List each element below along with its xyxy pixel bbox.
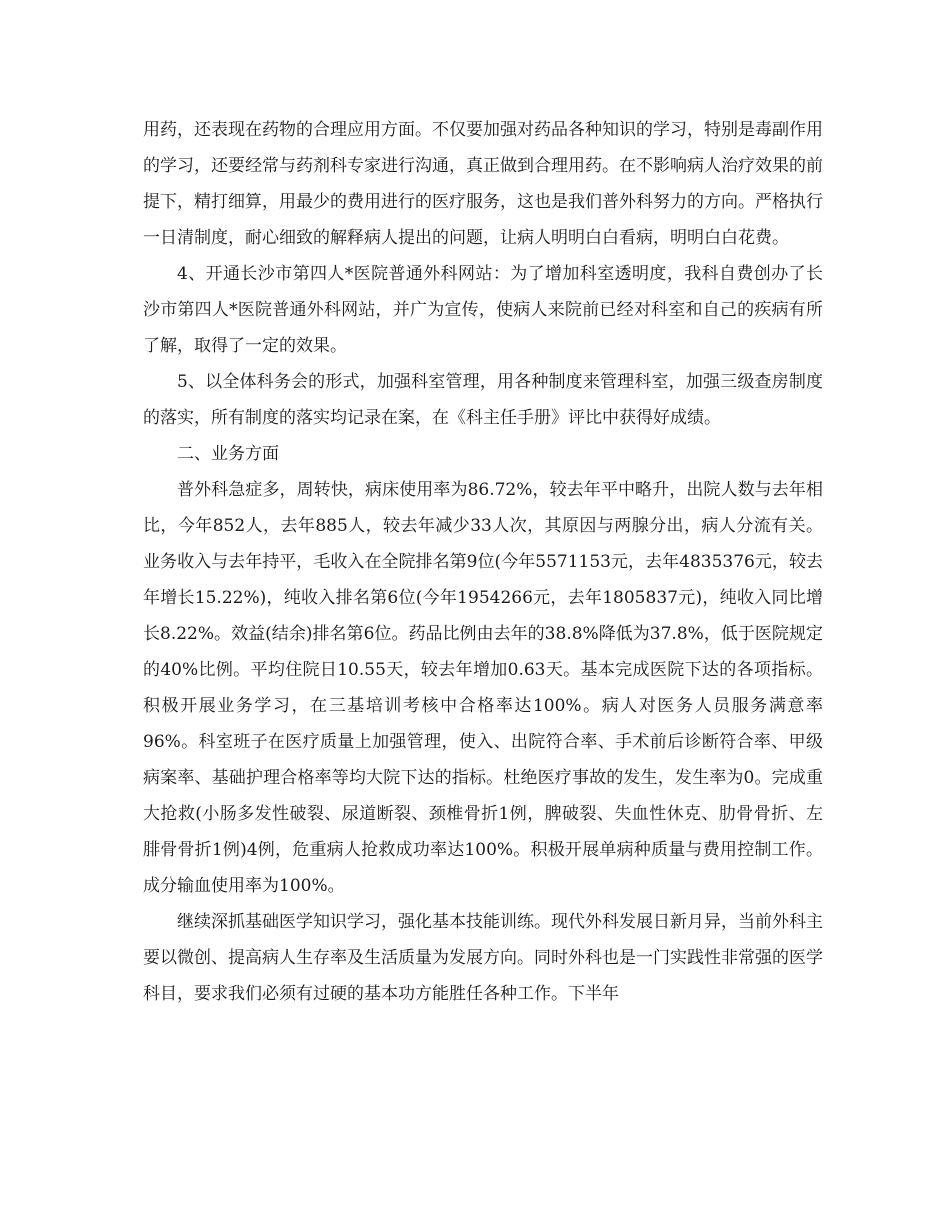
paragraph-business-statistics: 普外科急症多，周转快，病床使用率为86.72%，较去年平中略升，出院人数与去年相比，今年852人，去年885人，较去年减少33人次，其原因与两腺分出，病人分流有关。业务收入与去年持平，毛收入在全院排名第9位(今年5571153元，去年4835376元，较去年增长15.22%)，纯收入排名第6位(今年1954266元，去年1805837元)，纯收入同比增长8.22%。效益(结余)排名第6位。药品比例由去年的38.8%降低为37.8%，低于医院规定的40%比例。平均住院日10.55天，较去年增加0.63天。基本完成医院下达的各项指标。积极开展业务学习，在三基培训考核中合格率达100%。病人对医务人员服务满意率96%。科室班子在医疗质量上加强管理，使入、出院符合率、手术前后诊断符合率、甲级病案率、基础护理合格率等均大院下达的指标。杜绝医疗事故的发生，发生率为0。完成重大抢救(小肠多发性破裂、尿道断裂、颈椎骨折1例，脾破裂、失血性休克、肋骨骨折、左腓骨骨折1例)4例，危重病人抢救成功率达100%。积极开展单病种质量与费用控制工作。成分输血使用率为100%。	[143, 480, 823, 896]
paragraph-basic-training: 继续深抓基础医学知识学习，强化基本技能训练。现代外科发展日新月异，当前外科主要以微创、提高病人生存率及生活质量为发展方向。同时外科也是一门实践性非常强的医学科目，要求我们必须有过硬的基本功方能胜任各种工作。下半年	[143, 912, 823, 1004]
paragraph-rational-drug-use: 用药，还表现在药物的合理应用方面。不仅要加强对药品各种知识的学习，特别是毒副作用的学习，还要经常与药剂科专家进行沟通，真正做到合理用药。在不影响病人治疗效果的前提下，精打细算，用最少的费用进行的医疗服务，这也是我们普外科努力的方向。严格执行一日清制度，耐心细致的解释病人提出的问题，让病人明明白白看病，明明白白花费。	[143, 120, 823, 248]
paragraph-department-management: 5、以全体科务会的形式，加强科室管理，用各种制度来管理科室，加强三级查房制度的落实，所有制度的落实均记录在案，在《科主任手册》评比中获得好成绩。	[143, 372, 823, 428]
paragraph-website: 4、开通长沙市第四人*医院普通外科网站：为了增加科室透明度，我科自费创办了长沙市第四人*医院普通外科网站，并广为宣传，使病人来院前已经对科室和自己的疾病有所了解，取得了一定的效果。	[143, 264, 823, 356]
document-body	[143, 112, 823, 1012]
section-heading-business: 二、业务方面	[177, 444, 279, 464]
